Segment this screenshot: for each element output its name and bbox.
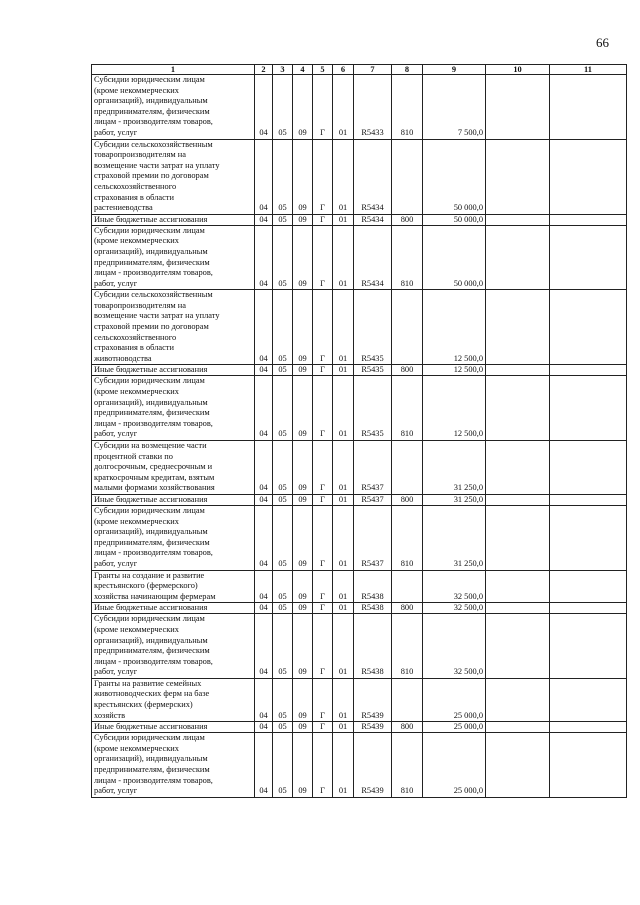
cell-col-7: R5434 xyxy=(354,214,392,225)
cell-col-10 xyxy=(486,290,550,365)
cell-name: Субсидии юридическим лицам (кроме некоммерческих организаций), индивидуальным предпринимателям, физическим лицам - производителям товаров, работ, услуг xyxy=(92,614,255,679)
column-header-10: 10 xyxy=(486,65,550,75)
cell-col-5: Г xyxy=(313,290,333,365)
cell-col-9: 7 500,0 xyxy=(423,75,486,140)
column-header-4: 4 xyxy=(293,65,313,75)
cell-col-11 xyxy=(550,614,627,679)
cell-col-9: 31 250,0 xyxy=(423,441,486,495)
cell-name: Гранты на развитие семейных животноводческих ферм на базе крестьянских (фермерских) хозяйств xyxy=(92,678,255,721)
cell-col-7: R5439 xyxy=(354,733,392,798)
table-row xyxy=(92,225,627,290)
cell-col-3: 05 xyxy=(273,570,293,603)
cell-name: Субсидии сельскохозяйственным товаропроизводителям на возмещение части затрат на уплату страховой премии по договорам сельскохозяйственного страхования в области растениеводства xyxy=(92,139,255,214)
cell-col-8: 810 xyxy=(392,733,423,798)
cell-col-4: 09 xyxy=(293,722,313,733)
cell-col-6: 01 xyxy=(333,75,354,140)
column-header-1: 1 xyxy=(92,65,255,75)
table-body xyxy=(92,75,627,798)
cell-col-5: Г xyxy=(313,365,333,376)
cell-name: Субсидии юридическим лицам (кроме некоммерческих организаций), индивидуальным предпринимателям, физическим лицам - производителям товаров, работ, услуг xyxy=(92,505,255,570)
column-header-11: 11 xyxy=(550,65,627,75)
cell-col-10 xyxy=(486,75,550,140)
cell-col-8: 800 xyxy=(392,365,423,376)
cell-col-3: 05 xyxy=(273,441,293,495)
column-header-6: 6 xyxy=(333,65,354,75)
cell-col-9: 12 500,0 xyxy=(423,365,486,376)
cell-col-7: R5437 xyxy=(354,441,392,495)
cell-col-8 xyxy=(392,570,423,603)
cell-col-10 xyxy=(486,678,550,721)
cell-col-10 xyxy=(486,603,550,614)
cell-col-4: 09 xyxy=(293,139,313,214)
table-row xyxy=(92,733,627,798)
table-row xyxy=(92,214,627,225)
cell-col-5: Г xyxy=(313,603,333,614)
cell-col-4: 09 xyxy=(293,365,313,376)
cell-col-11 xyxy=(550,75,627,140)
cell-col-11 xyxy=(550,603,627,614)
column-header-8: 8 xyxy=(392,65,423,75)
cell-col-2: 04 xyxy=(255,494,273,505)
cell-col-10 xyxy=(486,376,550,441)
cell-col-5: Г xyxy=(313,441,333,495)
cell-col-5: Г xyxy=(313,505,333,570)
cell-col-5: Г xyxy=(313,214,333,225)
cell-col-3: 05 xyxy=(273,365,293,376)
cell-col-11 xyxy=(550,365,627,376)
cell-col-11 xyxy=(550,494,627,505)
cell-col-3: 05 xyxy=(273,505,293,570)
cell-col-5: Г xyxy=(313,494,333,505)
cell-col-11 xyxy=(550,570,627,603)
cell-col-6: 01 xyxy=(333,225,354,290)
table-row xyxy=(92,75,627,140)
cell-col-7: R5437 xyxy=(354,505,392,570)
cell-col-6: 01 xyxy=(333,722,354,733)
cell-col-3: 05 xyxy=(273,75,293,140)
cell-col-7: R5439 xyxy=(354,722,392,733)
column-header-3: 3 xyxy=(273,65,293,75)
cell-col-7: R5438 xyxy=(354,614,392,679)
cell-col-5: Г xyxy=(313,678,333,721)
table-row xyxy=(92,722,627,733)
cell-name: Субсидии сельскохозяйственным товаропроизводителям на возмещение части затрат на уплату страховой премии по договорам сельскохозяйственного страхования в области животноводства xyxy=(92,290,255,365)
budget-table xyxy=(91,64,627,798)
cell-col-5: Г xyxy=(313,614,333,679)
table-row xyxy=(92,494,627,505)
cell-col-2: 04 xyxy=(255,570,273,603)
cell-col-10 xyxy=(486,214,550,225)
cell-col-8: 800 xyxy=(392,603,423,614)
cell-col-5: Г xyxy=(313,139,333,214)
cell-col-6: 01 xyxy=(333,441,354,495)
cell-col-8: 810 xyxy=(392,376,423,441)
cell-col-2: 04 xyxy=(255,75,273,140)
cell-col-3: 05 xyxy=(273,225,293,290)
cell-col-4: 09 xyxy=(293,570,313,603)
cell-col-7: R5435 xyxy=(354,365,392,376)
cell-name: Иные бюджетные ассигнования xyxy=(92,365,255,376)
table-row xyxy=(92,139,627,214)
cell-col-6: 01 xyxy=(333,603,354,614)
cell-col-3: 05 xyxy=(273,722,293,733)
cell-col-11 xyxy=(550,225,627,290)
cell-col-8 xyxy=(392,139,423,214)
cell-col-9: 31 250,0 xyxy=(423,494,486,505)
cell-name: Субсидии на возмещение части процентной ставки по долгосрочным, среднесрочным и краткосрочным кредитам, взятым малыми формами хозяйствования xyxy=(92,441,255,495)
page-number: 66 xyxy=(596,35,609,50)
cell-name: Иные бюджетные ассигнования xyxy=(92,214,255,225)
table-row xyxy=(92,376,627,441)
cell-col-10 xyxy=(486,365,550,376)
cell-col-4: 09 xyxy=(293,225,313,290)
cell-col-10 xyxy=(486,614,550,679)
cell-name: Субсидии юридическим лицам (кроме некоммерческих организаций), индивидуальным предпринимателям, физическим лицам - производителям товаров, работ, услуг xyxy=(92,733,255,798)
cell-col-10 xyxy=(486,225,550,290)
column-header-5: 5 xyxy=(313,65,333,75)
cell-col-11 xyxy=(550,139,627,214)
cell-col-8: 810 xyxy=(392,614,423,679)
cell-col-5: Г xyxy=(313,570,333,603)
table-row xyxy=(92,603,627,614)
cell-col-11 xyxy=(550,290,627,365)
cell-col-3: 05 xyxy=(273,494,293,505)
cell-name: Субсидии юридическим лицам (кроме некоммерческих организаций), индивидуальным предпринимателям, физическим лицам - производителям товаров, работ, услуг xyxy=(92,376,255,441)
cell-col-4: 09 xyxy=(293,214,313,225)
cell-name: Субсидии юридическим лицам (кроме некоммерческих организаций), индивидуальным предпринимателям, физическим лицам - производителям товаров, работ, услуг xyxy=(92,75,255,140)
table-row xyxy=(92,570,627,603)
cell-col-6: 01 xyxy=(333,678,354,721)
cell-col-3: 05 xyxy=(273,614,293,679)
cell-name: Гранты на создание и развитие крестьянского (фермерского) хозяйства начинающим фермерам xyxy=(92,570,255,603)
cell-col-10 xyxy=(486,505,550,570)
cell-col-8: 810 xyxy=(392,75,423,140)
table-row xyxy=(92,290,627,365)
cell-col-3: 05 xyxy=(273,603,293,614)
cell-col-7: R5438 xyxy=(354,603,392,614)
cell-col-2: 04 xyxy=(255,139,273,214)
cell-col-9: 25 000,0 xyxy=(423,678,486,721)
cell-col-3: 05 xyxy=(273,214,293,225)
cell-col-6: 01 xyxy=(333,290,354,365)
cell-col-2: 04 xyxy=(255,678,273,721)
cell-col-9: 50 000,0 xyxy=(423,214,486,225)
cell-col-2: 04 xyxy=(255,225,273,290)
cell-col-4: 09 xyxy=(293,678,313,721)
cell-col-6: 01 xyxy=(333,505,354,570)
cell-col-2: 04 xyxy=(255,214,273,225)
cell-col-5: Г xyxy=(313,225,333,290)
cell-col-7: R5439 xyxy=(354,678,392,721)
cell-col-9: 50 000,0 xyxy=(423,139,486,214)
cell-col-2: 04 xyxy=(255,722,273,733)
cell-col-4: 09 xyxy=(293,290,313,365)
cell-col-3: 05 xyxy=(273,376,293,441)
cell-col-9: 32 500,0 xyxy=(423,570,486,603)
table-header-row xyxy=(92,65,627,75)
table-row xyxy=(92,505,627,570)
cell-col-2: 04 xyxy=(255,365,273,376)
cell-col-9: 12 500,0 xyxy=(423,290,486,365)
cell-col-2: 04 xyxy=(255,376,273,441)
cell-col-3: 05 xyxy=(273,290,293,365)
cell-col-9: 12 500,0 xyxy=(423,376,486,441)
cell-col-11 xyxy=(550,214,627,225)
cell-col-8 xyxy=(392,678,423,721)
cell-col-10 xyxy=(486,494,550,505)
cell-col-6: 01 xyxy=(333,733,354,798)
cell-col-7: R5435 xyxy=(354,290,392,365)
cell-col-2: 04 xyxy=(255,603,273,614)
cell-name: Иные бюджетные ассигнования xyxy=(92,722,255,733)
table-row xyxy=(92,678,627,721)
cell-col-5: Г xyxy=(313,75,333,140)
cell-col-10 xyxy=(486,722,550,733)
cell-col-11 xyxy=(550,505,627,570)
cell-col-9: 32 500,0 xyxy=(423,614,486,679)
cell-col-5: Г xyxy=(313,376,333,441)
cell-col-2: 04 xyxy=(255,441,273,495)
cell-col-7: R5434 xyxy=(354,139,392,214)
cell-col-6: 01 xyxy=(333,139,354,214)
cell-col-8: 810 xyxy=(392,225,423,290)
cell-col-11 xyxy=(550,722,627,733)
cell-col-6: 01 xyxy=(333,494,354,505)
cell-name: Иные бюджетные ассигнования xyxy=(92,494,255,505)
cell-col-7: R5438 xyxy=(354,570,392,603)
cell-col-3: 05 xyxy=(273,733,293,798)
cell-col-2: 04 xyxy=(255,733,273,798)
cell-col-4: 09 xyxy=(293,494,313,505)
cell-col-10 xyxy=(486,733,550,798)
cell-col-3: 05 xyxy=(273,139,293,214)
cell-col-8 xyxy=(392,290,423,365)
cell-col-10 xyxy=(486,441,550,495)
cell-col-4: 09 xyxy=(293,75,313,140)
table-row xyxy=(92,365,627,376)
cell-col-11 xyxy=(550,678,627,721)
cell-col-7: R5433 xyxy=(354,75,392,140)
cell-col-5: Г xyxy=(313,733,333,798)
table-row xyxy=(92,441,627,495)
cell-col-11 xyxy=(550,733,627,798)
cell-col-9: 50 000,0 xyxy=(423,225,486,290)
cell-col-9: 31 250,0 xyxy=(423,505,486,570)
cell-name: Иные бюджетные ассигнования xyxy=(92,603,255,614)
cell-col-2: 04 xyxy=(255,290,273,365)
column-header-2: 2 xyxy=(255,65,273,75)
cell-col-8: 810 xyxy=(392,505,423,570)
cell-col-11 xyxy=(550,376,627,441)
table-row xyxy=(92,614,627,679)
cell-col-6: 01 xyxy=(333,614,354,679)
cell-name: Субсидии юридическим лицам (кроме некоммерческих организаций), индивидуальным предпринимателям, физическим лицам - производителям товаров, работ, услуг xyxy=(92,225,255,290)
cell-col-6: 01 xyxy=(333,214,354,225)
cell-col-10 xyxy=(486,570,550,603)
cell-col-10 xyxy=(486,139,550,214)
column-header-9: 9 xyxy=(423,65,486,75)
cell-col-7: R5435 xyxy=(354,376,392,441)
column-header-7: 7 xyxy=(354,65,392,75)
cell-col-5: Г xyxy=(313,722,333,733)
cell-col-2: 04 xyxy=(255,614,273,679)
cell-col-3: 05 xyxy=(273,678,293,721)
cell-col-9: 25 000,0 xyxy=(423,733,486,798)
cell-col-8: 800 xyxy=(392,214,423,225)
cell-col-8: 800 xyxy=(392,494,423,505)
cell-col-8 xyxy=(392,441,423,495)
cell-col-9: 32 500,0 xyxy=(423,603,486,614)
cell-col-4: 09 xyxy=(293,505,313,570)
cell-col-4: 09 xyxy=(293,614,313,679)
cell-col-6: 01 xyxy=(333,570,354,603)
cell-col-7: R5437 xyxy=(354,494,392,505)
cell-col-4: 09 xyxy=(293,603,313,614)
cell-col-4: 09 xyxy=(293,376,313,441)
cell-col-9: 25 000,0 xyxy=(423,722,486,733)
cell-col-6: 01 xyxy=(333,365,354,376)
cell-col-2: 04 xyxy=(255,505,273,570)
cell-col-4: 09 xyxy=(293,441,313,495)
cell-col-8: 800 xyxy=(392,722,423,733)
cell-col-7: R5434 xyxy=(354,225,392,290)
cell-col-11 xyxy=(550,441,627,495)
cell-col-6: 01 xyxy=(333,376,354,441)
cell-col-4: 09 xyxy=(293,733,313,798)
